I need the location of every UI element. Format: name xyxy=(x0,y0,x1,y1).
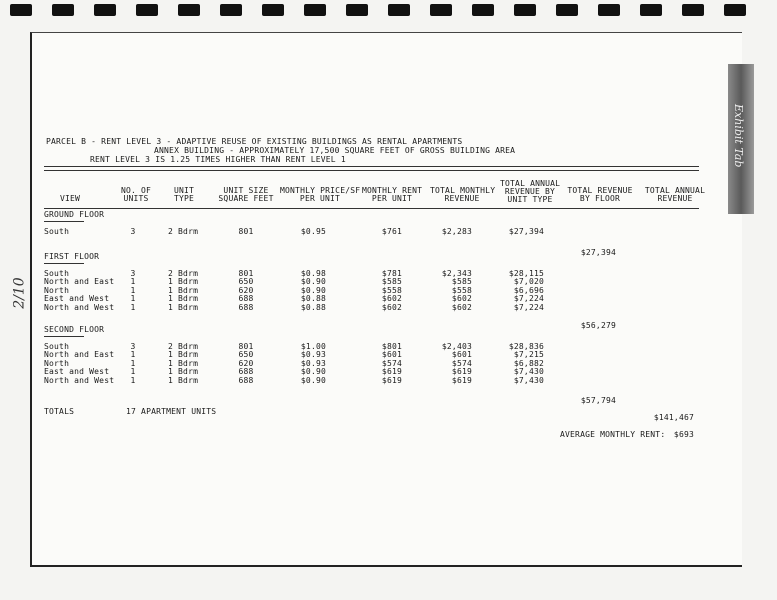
header-price-1: MONTHLY PRICE/SF xyxy=(280,186,361,195)
double-rule xyxy=(44,166,699,171)
header-trf-1: TOTAL REVENUE xyxy=(567,186,633,195)
cell-tar: $28,115 xyxy=(508,269,544,278)
cell-type: 1 Bdrm xyxy=(168,302,199,312)
cell-type: 2 Bdrm xyxy=(168,342,199,351)
cell-type: 1 Bdrm xyxy=(168,285,199,295)
cell-tmr: $602 xyxy=(451,302,472,312)
cell-tmr: $2,343 xyxy=(441,269,472,278)
cell-type: 1 Bdrm xyxy=(168,350,199,360)
cell-view: South xyxy=(44,342,70,351)
cell-type: 2 Bdrm xyxy=(168,227,199,236)
cell-view: North xyxy=(44,358,70,368)
cell-size: 688 xyxy=(238,375,254,385)
cell-units: 1 xyxy=(130,375,136,385)
title-line-2: ANNEX BUILDING - APPROXIMATELY 17,500 SQUARE FEET OF GROSS BUILDING AREA xyxy=(154,146,516,155)
cell-units: 1 xyxy=(130,285,136,295)
cell-view: South xyxy=(44,269,70,278)
average-rent-label: AVERAGE MONTHLY RENT: xyxy=(560,430,666,439)
third-floor-total: $57,794 xyxy=(580,396,616,405)
cell-type: 1 Bdrm xyxy=(168,358,199,368)
cell-tar: $27,394 xyxy=(508,227,544,236)
header-tmr-1: TOTAL MONTHLY xyxy=(430,186,496,195)
cell-size: 688 xyxy=(238,294,254,304)
cell-rent: $619 xyxy=(381,367,402,377)
cell-tar: $28,836 xyxy=(508,342,544,351)
cell-tmr: $619 xyxy=(451,375,472,385)
cell-units: 1 xyxy=(130,302,136,312)
cell-tmr: $602 xyxy=(451,294,472,304)
cell-price: $0.90 xyxy=(300,367,326,377)
section-label-ground: GROUND FLOOR xyxy=(44,210,105,219)
cell-view: East and West xyxy=(44,294,110,304)
cell-view: North and East xyxy=(44,350,115,360)
header-view: VIEW xyxy=(60,194,81,203)
cell-price: $0.93 xyxy=(300,350,326,360)
cell-tmr: $2,283 xyxy=(441,227,472,236)
cell-size: 801 xyxy=(238,269,254,278)
header-tot-2: REVENUE xyxy=(657,194,693,203)
cell-units: 1 xyxy=(130,367,136,377)
cell-tar: $6,696 xyxy=(513,285,544,295)
cell-size: 688 xyxy=(238,302,254,312)
cell-tar: $7,430 xyxy=(513,367,544,377)
header-size-1: UNIT SIZE xyxy=(223,186,269,195)
cell-view: North xyxy=(44,285,70,295)
cell-view: North and West xyxy=(44,375,115,385)
cell-rent: $602 xyxy=(381,294,402,304)
cell-tar: $7,215 xyxy=(513,350,544,360)
header-tar-3: UNIT TYPE xyxy=(507,195,553,204)
header-rent-1: MONTHLY RENT xyxy=(362,186,423,195)
cell-view: North and East xyxy=(44,277,115,287)
header-underline xyxy=(44,208,699,209)
header-tar-2: REVENUE BY xyxy=(504,187,556,196)
cell-units: 1 xyxy=(130,294,136,304)
cell-type: 1 Bdrm xyxy=(168,294,199,304)
cell-tar: $7,430 xyxy=(513,375,544,385)
cell-tar: $6,882 xyxy=(513,358,544,368)
cell-size: 801 xyxy=(238,342,254,351)
cell-view: North and West xyxy=(44,302,115,312)
header-type-2: TYPE xyxy=(174,194,195,203)
cell-size: 650 xyxy=(238,277,254,287)
binder-tab xyxy=(728,64,754,214)
cell-rent: $761 xyxy=(381,227,402,236)
cell-tar: $7,224 xyxy=(513,294,544,304)
totals-annual: $141,467 xyxy=(653,413,694,422)
cell-size: 801 xyxy=(238,227,254,236)
floor-total-first: $27,394 xyxy=(580,248,616,257)
header-units-2: UNITS xyxy=(123,194,149,203)
cell-rent: $585 xyxy=(381,277,402,287)
cell-tmr: $574 xyxy=(451,358,472,368)
cell-rent: $619 xyxy=(381,375,402,385)
totals-label: TOTALS xyxy=(44,407,75,416)
header-type-1: UNIT xyxy=(174,186,195,195)
cell-view: South xyxy=(44,227,70,236)
cell-price: $0.90 xyxy=(300,375,326,385)
cell-tmr: $619 xyxy=(451,367,472,377)
binder-holes xyxy=(0,4,777,20)
section-label-second: SECOND FLOOR xyxy=(44,325,105,334)
header-trf-2: BY FLOOR xyxy=(579,194,621,203)
cell-price: $0.93 xyxy=(300,358,326,368)
header-units-1: NO. OF xyxy=(120,186,152,195)
cell-price: $0.88 xyxy=(300,302,326,312)
cell-size: 620 xyxy=(238,285,254,295)
cell-type: 2 Bdrm xyxy=(168,269,199,278)
cell-rent: $558 xyxy=(381,285,402,295)
cell-rent: $781 xyxy=(381,269,402,278)
cell-units: 1 xyxy=(130,358,136,368)
cell-type: 1 Bdrm xyxy=(168,367,199,377)
cell-price: $0.98 xyxy=(300,269,326,278)
cell-rent: $602 xyxy=(381,302,402,312)
cell-price: $0.88 xyxy=(300,294,326,304)
cell-tar: $7,020 xyxy=(513,277,544,287)
cell-tmr: $558 xyxy=(451,285,472,295)
cell-view: East and West xyxy=(44,367,110,377)
cell-size: 620 xyxy=(238,358,254,368)
totals-units: 17 APARTMENT UNITS xyxy=(126,407,217,416)
title-line-1: PARCEL B - RENT LEVEL 3 - ADAPTIVE REUSE OF EXISTING BUILDINGS AS RENTAL APARTMENTS xyxy=(46,137,463,146)
average-rent-value: $693 xyxy=(673,430,694,439)
cell-size: 688 xyxy=(238,367,254,377)
cell-price: $0.90 xyxy=(300,277,326,287)
header-tmr-2: REVENUE xyxy=(444,194,480,203)
cell-rent: $801 xyxy=(381,342,402,351)
cell-units: 3 xyxy=(130,342,136,351)
cell-price: $1.00 xyxy=(300,342,326,351)
cell-rent: $601 xyxy=(381,350,402,360)
section-label-first: FIRST FLOOR xyxy=(44,252,100,261)
cell-units: 3 xyxy=(130,269,136,278)
section-underline xyxy=(44,336,84,337)
header-size-2: SQUARE FEET xyxy=(218,194,274,203)
cell-price: $0.90 xyxy=(300,285,326,295)
cell-tar: $7,224 xyxy=(513,302,544,312)
floor-total-second: $56,279 xyxy=(580,321,616,330)
header-rent-2: PER UNIT xyxy=(371,194,413,203)
header-tot-1: TOTAL ANNUAL xyxy=(644,186,706,195)
cell-rent: $574 xyxy=(381,358,402,368)
cell-units: 1 xyxy=(130,277,136,287)
cell-size: 650 xyxy=(238,350,254,360)
title-line-3: RENT LEVEL 3 IS 1.25 TIMES HIGHER THAN RENT LEVEL 1 xyxy=(90,155,346,164)
cell-tmr: $601 xyxy=(451,350,472,360)
cell-tmr: $585 xyxy=(451,277,472,287)
handwritten-note: 2/10 xyxy=(11,277,28,309)
cell-units: 3 xyxy=(130,227,136,236)
header-tar-1: TOTAL ANNUAL xyxy=(500,179,561,188)
cell-tmr: $2,403 xyxy=(441,342,472,351)
cell-units: 1 xyxy=(130,350,136,360)
cell-price: $0.95 xyxy=(300,227,326,236)
cell-type: 1 Bdrm xyxy=(168,277,199,287)
header-price-2: PER UNIT xyxy=(299,194,341,203)
section-underline xyxy=(44,221,84,222)
tab-label: Exhibit Tab xyxy=(732,104,745,168)
section-underline xyxy=(44,263,84,264)
cell-type: 1 Bdrm xyxy=(168,375,199,385)
